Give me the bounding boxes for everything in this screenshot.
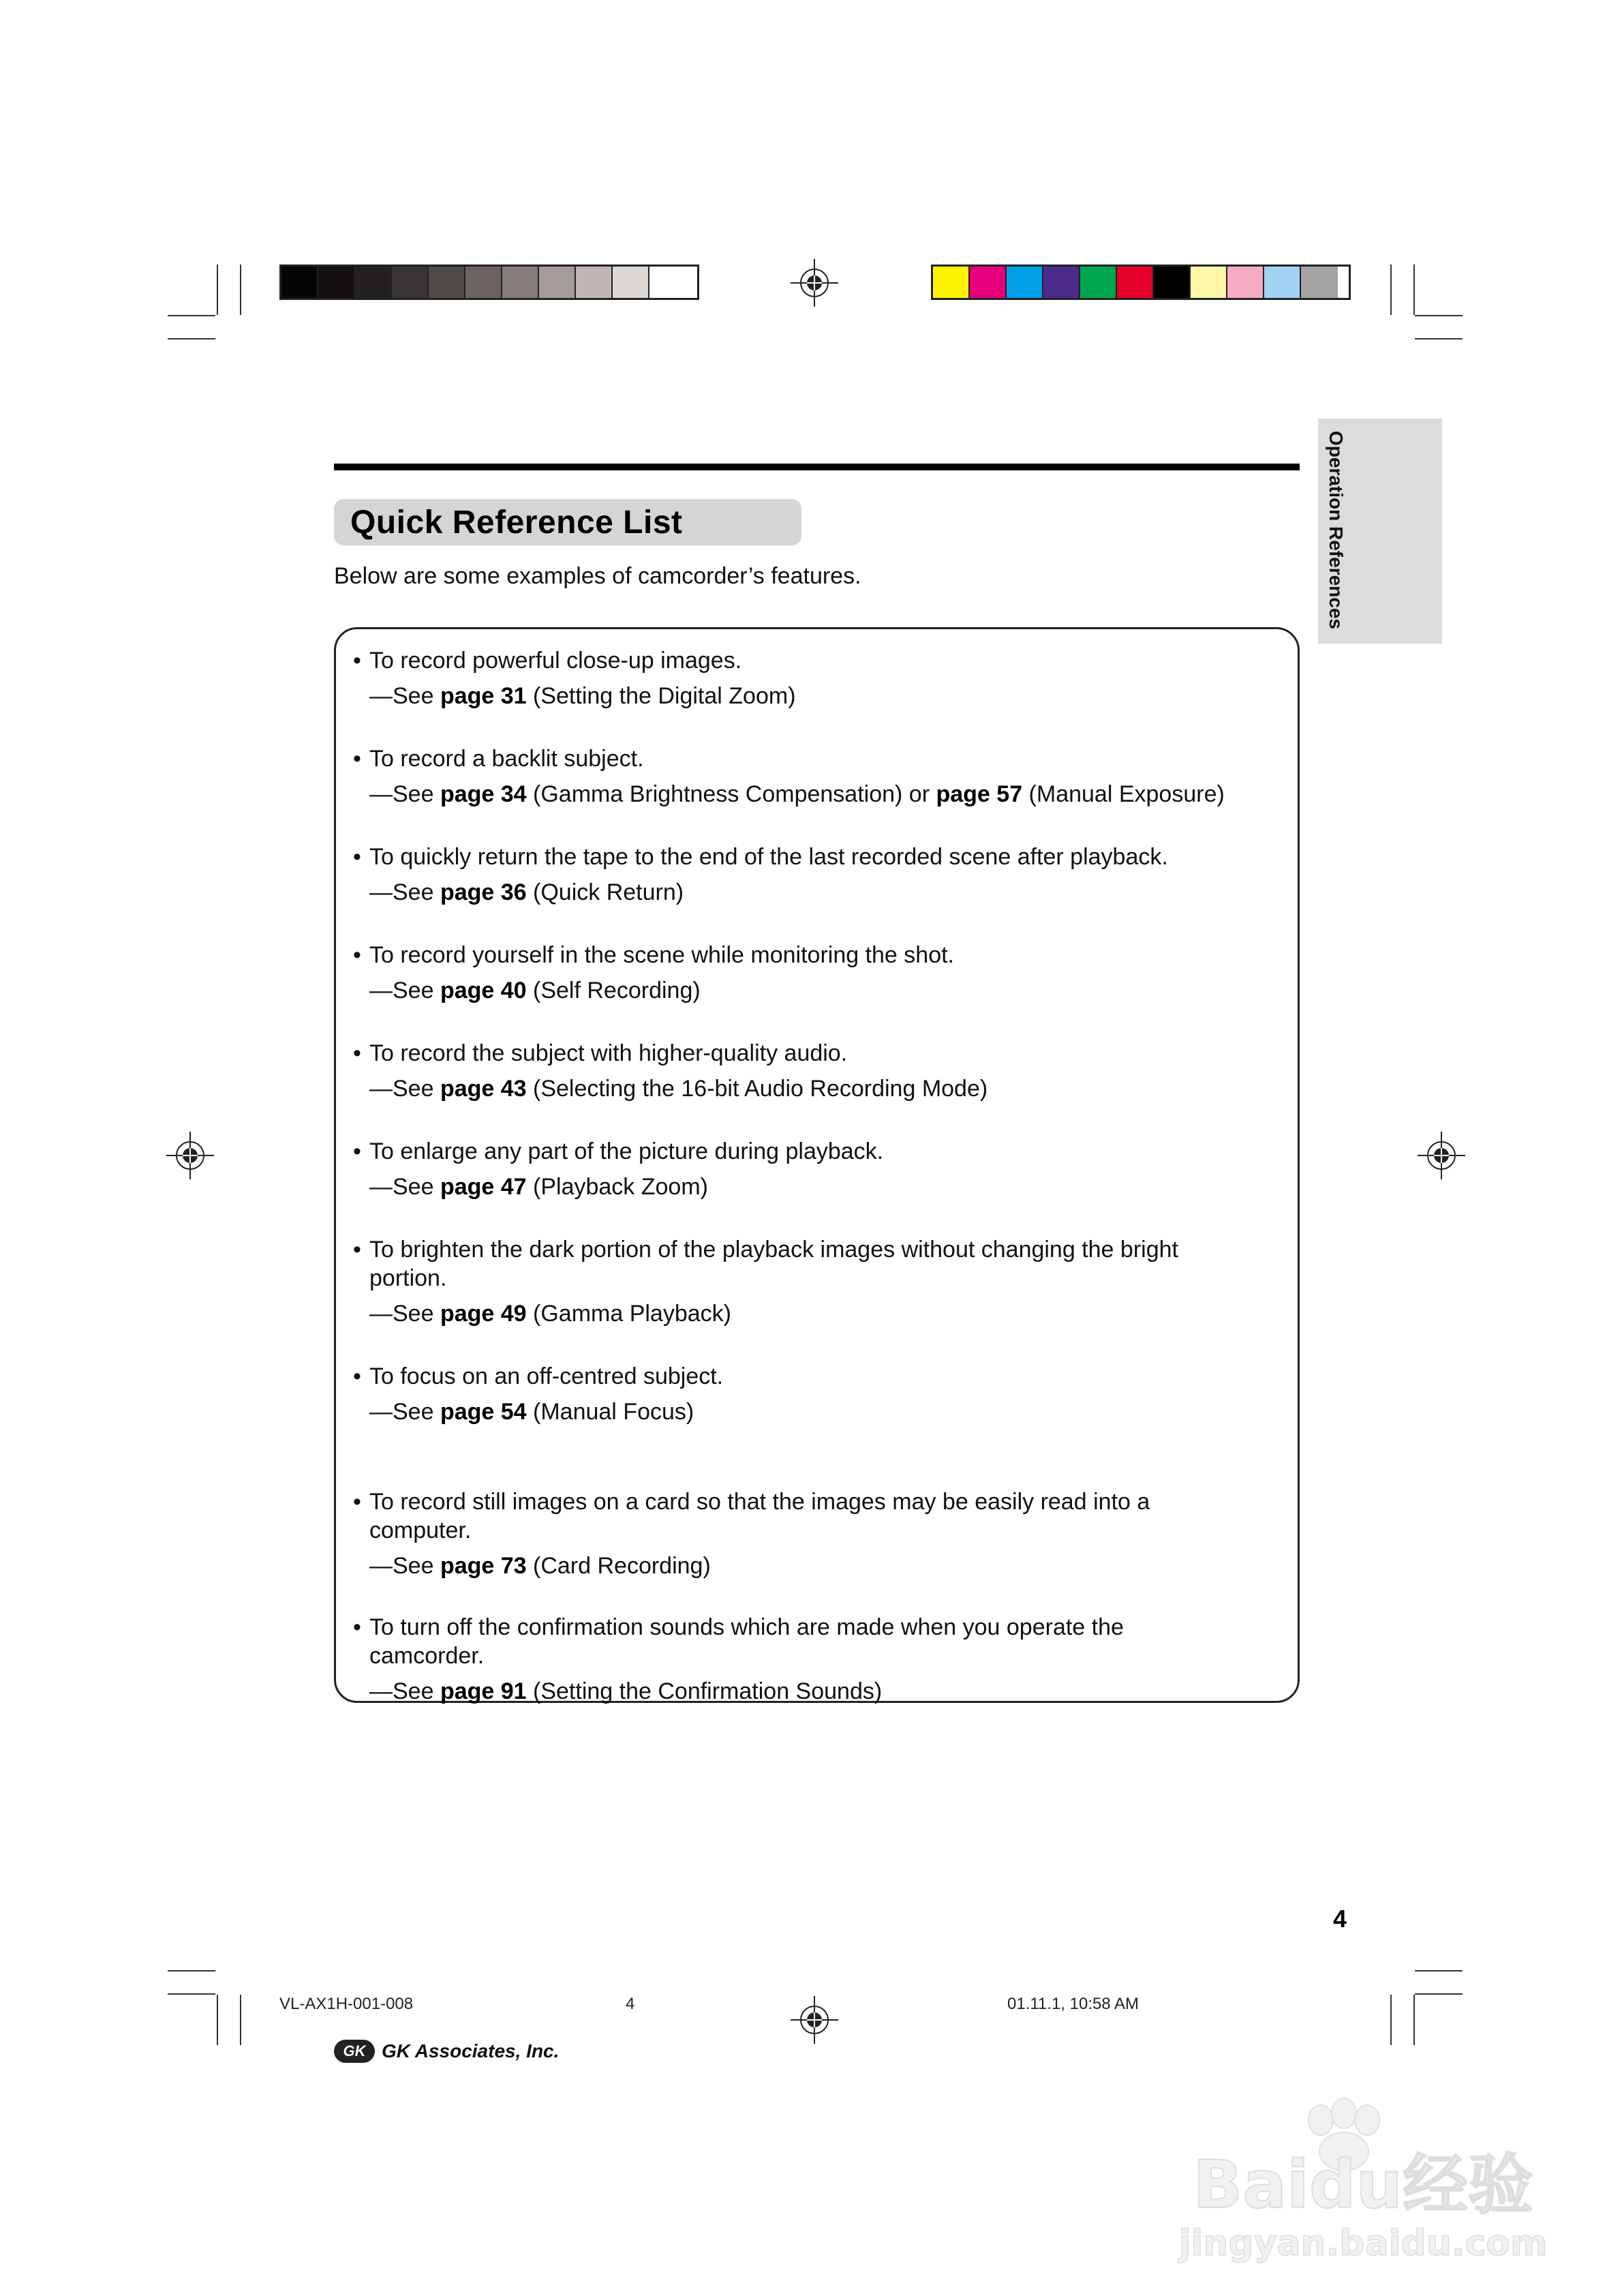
reference-topic: (Quick Return) <box>526 879 684 905</box>
section-side-tab-label <box>1326 431 1367 629</box>
color-swatch <box>1264 267 1301 298</box>
page-reference: page 57 <box>936 781 1023 807</box>
watermark-title: Baidu经验 <box>1193 2147 1533 2223</box>
color-swatch <box>1154 267 1191 298</box>
color-calibration-bar <box>931 265 1351 300</box>
page-reference: page 49 <box>440 1301 527 1327</box>
reference-topic: (Self Recording) <box>526 978 701 1003</box>
intro-text: Below are some examples of camcorder’s features. <box>334 563 861 589</box>
color-swatch <box>970 267 1007 298</box>
page-reference: page 91 <box>440 1678 527 1704</box>
see-reference <box>353 682 1287 710</box>
registration-target-icon <box>791 259 838 307</box>
reference-topic: (Setting the Digital Zoom) <box>526 683 796 709</box>
bullet: • <box>353 1489 361 1515</box>
reference-topic: (Gamma Playback) <box>526 1301 731 1327</box>
crop-mark <box>217 265 218 315</box>
see-reference <box>353 1677 1287 1706</box>
color-swatch <box>1080 267 1117 298</box>
bullet: • <box>353 648 361 674</box>
color-swatch <box>576 267 613 298</box>
see-prefix: —See <box>369 978 440 1003</box>
bullet: • <box>353 942 361 968</box>
registration-target-icon <box>791 1996 838 2044</box>
page-reference: page 73 <box>440 1553 527 1579</box>
list-item <box>353 1487 1287 1580</box>
color-swatch <box>933 267 970 298</box>
item-text: To brighten the dark portion of the playback images without changing the bright <box>369 1237 1178 1263</box>
item-text: To enlarge any part of the picture during playback. <box>369 1138 884 1164</box>
crop-mark <box>1390 1995 1392 2045</box>
item-text: To record still images on a card so that the images may be easily read into a <box>369 1489 1150 1515</box>
bullet: • <box>353 1237 361 1263</box>
page-reference: page 40 <box>440 978 527 1003</box>
page-title-pill <box>334 499 801 545</box>
color-swatch <box>281 267 318 298</box>
crop-mark <box>240 1995 241 2045</box>
see-reference <box>353 1398 1287 1426</box>
page-reference: page 47 <box>440 1174 527 1200</box>
see-prefix: —See <box>369 1076 440 1102</box>
list-item <box>353 646 1287 710</box>
page-title: Quick Reference List <box>350 504 683 541</box>
crop-mark <box>1413 1995 1415 2045</box>
footer-page: 4 <box>626 1995 635 2013</box>
crop-mark <box>1413 265 1415 315</box>
see-reference <box>353 780 1287 809</box>
color-swatch <box>355 267 392 298</box>
reference-topic: (Manual Exposure) <box>1022 781 1225 807</box>
see-reference <box>353 1299 1287 1328</box>
list-item <box>353 1613 1287 1706</box>
watermark <box>1159 2093 1567 2270</box>
color-swatch <box>392 267 429 298</box>
color-swatch <box>429 267 465 298</box>
reference-topic: (Playback Zoom) <box>526 1174 708 1200</box>
see-prefix: —See <box>369 1174 440 1200</box>
list-item <box>353 941 1287 1005</box>
bullet: • <box>353 1138 361 1164</box>
list-item <box>353 1235 1287 1328</box>
item-text: To turn off the confirmation sounds which are made when you operate the <box>369 1614 1124 1640</box>
list-item <box>353 1137 1287 1201</box>
bullet: • <box>353 1363 361 1389</box>
see-prefix: —See <box>369 683 440 709</box>
color-swatch <box>502 267 539 298</box>
item-text: To record yourself in the scene while monitoring the shot. <box>369 942 955 968</box>
crop-mark <box>168 1970 215 1972</box>
heading-rule <box>334 464 1300 470</box>
page-reference: page 36 <box>440 879 527 905</box>
page-reference: page 54 <box>440 1399 527 1425</box>
reference-topic: (Manual Focus) <box>526 1399 694 1425</box>
bullet: • <box>353 1040 361 1066</box>
color-swatch <box>1191 267 1227 298</box>
color-swatch <box>318 267 355 298</box>
reference-topic: (Setting the Confirmation Sounds) <box>526 1678 883 1704</box>
reference-topic: (Selecting the 16-bit Audio Recording Mode) <box>526 1076 988 1102</box>
registration-target-icon <box>166 1132 214 1179</box>
see-reference <box>353 878 1287 907</box>
crop-mark <box>1415 1970 1463 1972</box>
list-item <box>353 744 1287 809</box>
page-reference: page 31 <box>440 683 527 709</box>
see-prefix: —See <box>369 1301 440 1327</box>
color-swatch <box>1043 267 1080 298</box>
bullet: • <box>353 844 361 870</box>
color-swatch <box>465 267 502 298</box>
color-swatch <box>1117 267 1154 298</box>
gray-calibration-bar <box>279 265 699 300</box>
footer-timestamp: 01.11.1, 10:58 AM <box>1007 1995 1139 2013</box>
reference-topic: (Gamma Brightness Compensation) or <box>526 781 936 807</box>
crop-mark <box>1415 1993 1463 1995</box>
color-swatch <box>539 267 576 298</box>
color-swatch <box>1007 267 1043 298</box>
page-reference: page 34 <box>440 781 527 807</box>
item-text: To record powerful close-up images. <box>369 648 742 674</box>
reference-topic: (Card Recording) <box>526 1553 711 1579</box>
color-swatch <box>1227 267 1264 298</box>
item-text: To record a backlit subject. <box>369 746 644 772</box>
page-reference: page 43 <box>440 1076 527 1102</box>
crop-mark <box>1390 265 1392 315</box>
item-text: To record the subject with higher-quality audio. <box>369 1040 848 1066</box>
registration-target-icon <box>1418 1132 1465 1179</box>
crop-mark <box>1415 338 1463 339</box>
list-item <box>353 843 1287 907</box>
see-prefix: —See <box>369 1553 440 1579</box>
see-prefix: —See <box>369 1399 440 1425</box>
item-text-continued: computer. <box>369 1517 472 1543</box>
company-name: GK Associates, Inc. <box>382 2040 560 2061</box>
section-side-tab-text: Operation References <box>1326 431 1347 629</box>
crop-mark <box>1415 315 1463 316</box>
see-prefix: —See <box>369 1678 440 1704</box>
see-reference <box>353 1173 1287 1201</box>
color-swatch <box>649 267 686 298</box>
item-text-continued: camcorder. <box>369 1643 485 1669</box>
see-reference <box>353 1074 1287 1103</box>
item-text-continued: portion. <box>369 1265 447 1291</box>
crop-mark <box>168 1993 215 1995</box>
list-item <box>353 1362 1287 1426</box>
color-swatch <box>613 267 649 298</box>
bullet: • <box>353 746 361 772</box>
see-reference <box>353 1552 1287 1580</box>
color-swatch <box>1301 267 1338 298</box>
crop-mark <box>240 265 241 315</box>
item-text: To focus on an off-centred subject. <box>369 1363 724 1389</box>
item-text: To quickly return the tape to the end of the last recorded scene after playback. <box>369 844 1168 870</box>
crop-mark <box>217 1995 218 2045</box>
see-prefix: —See <box>369 781 440 807</box>
page-number: 4 <box>1333 1905 1347 1933</box>
footer-doc-code: VL-AX1H-001-008 <box>279 1995 414 2013</box>
bullet: • <box>353 1614 361 1640</box>
list-item <box>353 1039 1287 1103</box>
crop-mark <box>168 315 215 316</box>
crop-mark <box>168 338 215 339</box>
see-prefix: —See <box>369 879 440 905</box>
watermark-url: jingyan.baidu.com <box>1178 2223 1548 2264</box>
company-credit <box>334 2040 559 2063</box>
see-reference <box>353 976 1287 1005</box>
gk-logo-icon: GK <box>334 2040 375 2063</box>
